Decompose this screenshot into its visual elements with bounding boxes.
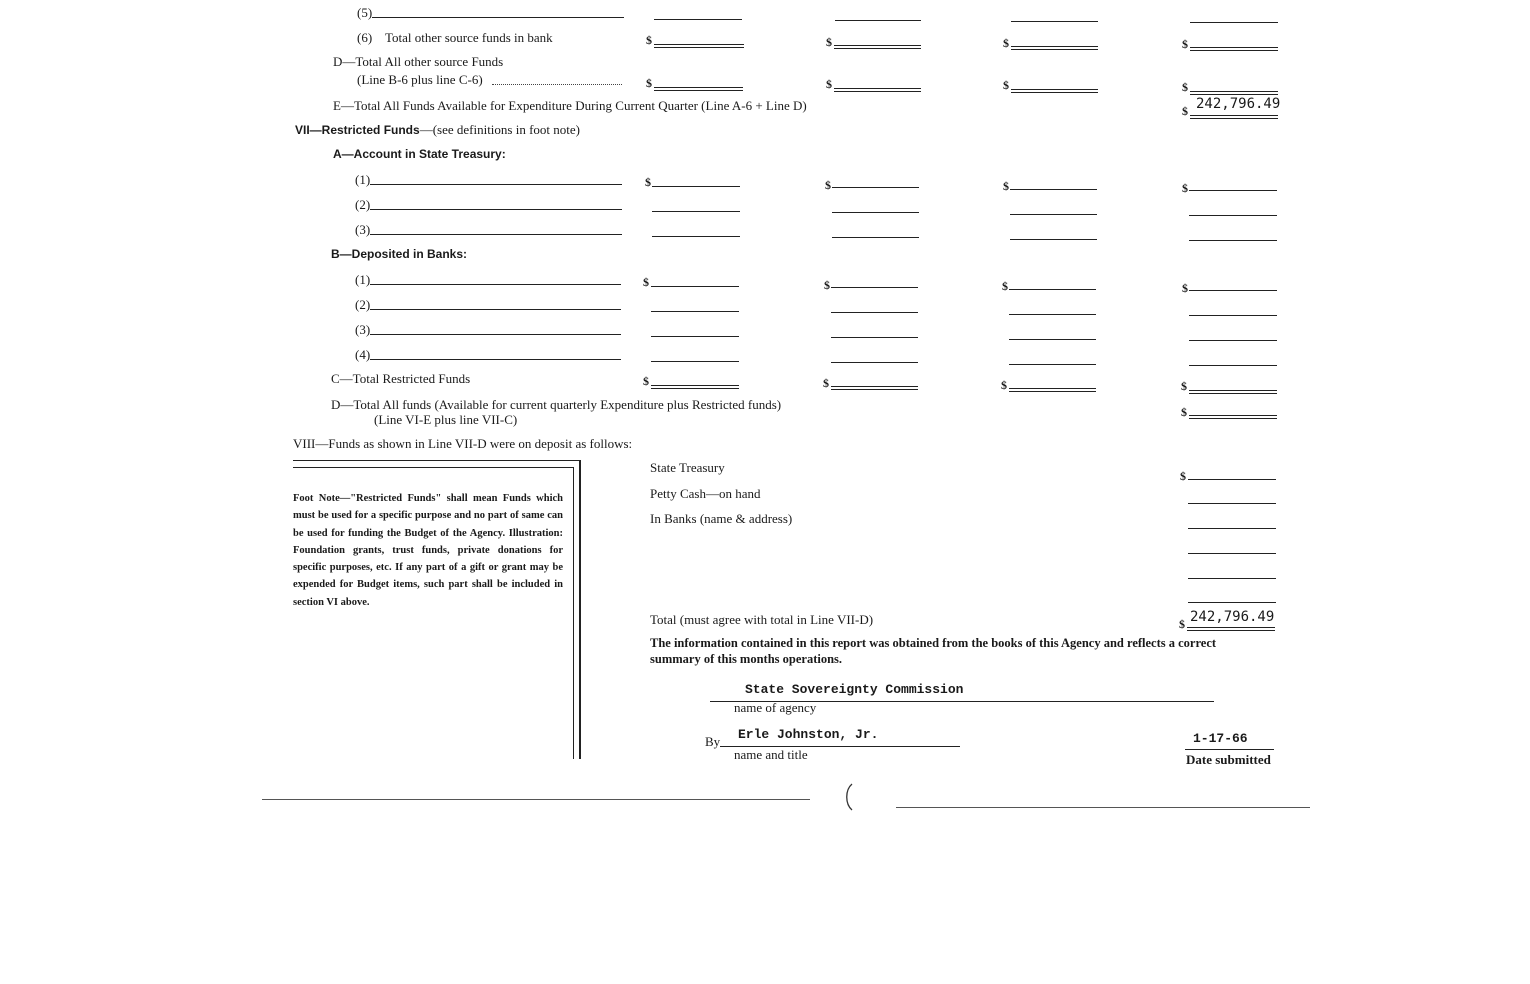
vii-a3-col1[interactable] xyxy=(652,236,740,237)
footnote-box-top-inner xyxy=(293,467,574,468)
dollar-sign: $ xyxy=(1003,179,1009,193)
vii-c-col4[interactable] xyxy=(1189,390,1277,394)
vii-b-item-4-field[interactable] xyxy=(370,359,621,360)
line-5-col1[interactable] xyxy=(654,19,742,20)
vii-a3-col4[interactable] xyxy=(1189,240,1277,241)
dollar-sign: $ xyxy=(1180,469,1186,483)
viii-petty-cash-label: Petty Cash—on hand xyxy=(650,486,761,501)
line-6-col1[interactable] xyxy=(654,44,744,48)
vii-a2-col4[interactable] xyxy=(1189,215,1277,216)
dollar-sign: $ xyxy=(646,33,652,47)
dollar-sign: $ xyxy=(643,275,649,289)
vii-b-item-3: (3) xyxy=(355,322,371,337)
dollar-sign: $ xyxy=(643,374,649,388)
vii-heading xyxy=(295,122,580,138)
vi-d-col4[interactable] xyxy=(1190,91,1278,95)
vii-a2-col3[interactable] xyxy=(1010,214,1097,215)
vii-a-item-2: (2) xyxy=(355,197,371,212)
vi-d-label: D—Total All other source Funds xyxy=(333,54,504,69)
vii-a1-col2[interactable] xyxy=(832,187,919,188)
vii-b-item-1-field[interactable] xyxy=(370,284,621,285)
date-value: 1-17-66 xyxy=(1193,731,1248,746)
vii-b-label: B—Deposited in Banks: xyxy=(331,247,468,261)
vii-b-item-4: (4) xyxy=(355,347,371,362)
dollar-sign: $ xyxy=(825,178,831,192)
vii-b-item-2: (2) xyxy=(355,297,371,312)
footnote-box-side xyxy=(579,460,581,759)
vii-a1-col1[interactable] xyxy=(652,186,740,187)
vii-a-item-3: (3) xyxy=(355,222,371,237)
signer-caption: name and title xyxy=(734,747,808,762)
vii-d-sub: (Line VI-E plus line VII-C) xyxy=(374,412,518,427)
vii-a3-col2[interactable] xyxy=(832,237,919,238)
line-5-col2[interactable] xyxy=(835,20,921,21)
dollar-sign: $ xyxy=(1182,80,1188,94)
vii-c-col1[interactable] xyxy=(651,385,739,389)
vi-e-label: E—Total All Funds Available for Expenditure During Current Quarter (Line A-6 + Line D) xyxy=(333,98,807,113)
viii-bank-field-1[interactable] xyxy=(1188,528,1276,529)
vii-d-col4[interactable] xyxy=(1189,415,1277,419)
agency-name-caption: name of agency xyxy=(734,700,817,715)
viii-heading: VIII—Funds as shown in Line VII-D were on deposit as follows: xyxy=(293,436,633,451)
line-5-field[interactable] xyxy=(372,17,624,18)
vii-b3-col1[interactable] xyxy=(651,336,739,337)
date-caption: Date submitted xyxy=(1186,752,1271,767)
date-field[interactable] xyxy=(1185,749,1274,750)
vi-d-leader xyxy=(492,84,622,85)
vii-d-label: D—Total All funds (Available for current quarterly Expenditure plus Restricted funds) xyxy=(331,397,782,412)
dollar-sign: $ xyxy=(645,175,651,189)
vii-a2-col2[interactable] xyxy=(832,212,919,213)
dollar-sign: $ xyxy=(1182,104,1188,118)
dollar-sign: $ xyxy=(1002,279,1008,293)
vii-a2-col1[interactable] xyxy=(652,211,740,212)
vii-a-item-3-field[interactable] xyxy=(370,234,622,235)
vii-a1-col4[interactable] xyxy=(1189,190,1277,191)
vii-b4-col4[interactable] xyxy=(1189,365,1277,366)
line-6-col2[interactable] xyxy=(834,45,921,49)
vi-d-col1[interactable] xyxy=(654,87,743,91)
footnote-box-side-inner xyxy=(573,467,574,759)
dollar-sign: $ xyxy=(1182,281,1188,295)
vii-b4-col3[interactable] xyxy=(1009,364,1096,365)
dollar-sign: $ xyxy=(826,35,832,49)
scan-mark xyxy=(842,782,856,812)
vi-e-value: 242,796.49 xyxy=(1196,96,1281,112)
vii-b1-col3[interactable] xyxy=(1009,289,1096,290)
page-edge-right xyxy=(896,807,1310,808)
viii-total-value: 242,796.49 xyxy=(1190,609,1275,625)
line-6-col3[interactable] xyxy=(1011,46,1098,50)
vii-b3-col4[interactable] xyxy=(1189,340,1277,341)
vi-d-col3[interactable] xyxy=(1011,89,1098,93)
viii-bank-field-4[interactable] xyxy=(1188,602,1276,603)
vii-heading-note: —(see definitions in foot note) xyxy=(419,122,580,137)
vii-a1-col3[interactable] xyxy=(1010,189,1097,190)
vii-b2-col4[interactable] xyxy=(1189,315,1277,316)
dollar-sign: $ xyxy=(1003,78,1009,92)
line-5-col3[interactable] xyxy=(1011,21,1098,22)
vii-b2-col1[interactable] xyxy=(651,311,739,312)
page-edge-left xyxy=(262,799,810,800)
vii-b1-col4[interactable] xyxy=(1189,290,1277,291)
viii-total-label: Total (must agree with total in Line VII-D) xyxy=(650,612,874,627)
vii-b-item-3-field[interactable] xyxy=(370,334,621,335)
certification-line-2: summary of this months operations. xyxy=(650,652,843,666)
dollar-sign: $ xyxy=(1003,36,1009,50)
dollar-sign: $ xyxy=(823,376,829,390)
vii-b-item-2-field[interactable] xyxy=(370,309,621,310)
vii-c-label: C—Total Restricted Funds xyxy=(331,371,471,386)
dollar-sign: $ xyxy=(1181,379,1187,393)
vii-b2-col3[interactable] xyxy=(1009,314,1096,315)
vii-b3-col2[interactable] xyxy=(831,337,918,338)
vii-b2-col2[interactable] xyxy=(831,312,918,313)
vii-c-col3[interactable] xyxy=(1009,388,1096,392)
vi-d-col2[interactable] xyxy=(834,88,921,92)
dollar-sign: $ xyxy=(826,77,832,91)
vii-b4-col2[interactable] xyxy=(831,362,918,363)
viii-total-field[interactable] xyxy=(1187,627,1275,631)
dollar-sign: $ xyxy=(824,278,830,292)
vii-b3-col3[interactable] xyxy=(1009,339,1096,340)
dollar-sign: $ xyxy=(646,76,652,90)
line-5-label: (5) xyxy=(357,5,373,20)
viii-bank-field-2[interactable] xyxy=(1188,553,1276,554)
vii-b4-col1[interactable] xyxy=(651,361,739,362)
vi-e-field[interactable] xyxy=(1190,115,1278,119)
line-6-col4[interactable] xyxy=(1190,47,1278,51)
viii-bank-field-3[interactable] xyxy=(1188,578,1276,579)
agency-name-value: State Sovereignty Commission xyxy=(745,682,964,697)
vii-a-item-2-field[interactable] xyxy=(370,209,622,210)
line-5-col4[interactable] xyxy=(1190,22,1278,23)
viii-in-banks-label: In Banks (name & address) xyxy=(650,511,793,526)
dollar-sign: $ xyxy=(1182,37,1188,51)
vii-b1-col1[interactable] xyxy=(651,286,739,287)
by-label: By xyxy=(705,734,721,749)
signer-value: Erle Johnston, Jr. xyxy=(738,727,879,742)
vii-a-label: A—Account in State Treasury: xyxy=(333,147,506,161)
dollar-sign: $ xyxy=(1001,378,1007,392)
dollar-sign: $ xyxy=(1179,617,1185,631)
viii-petty-cash-field[interactable] xyxy=(1188,503,1276,504)
vii-a-item-1-field[interactable] xyxy=(370,184,622,185)
footnote-box-top xyxy=(293,460,581,461)
line-6-label: Total other source funds in bank xyxy=(385,30,553,45)
footnote-text: Foot Note—"Restricted Funds" shall mean Funds which must be used for a specific purpose and no part of same can be used for funding the Budget of the Agency. Illustration: Foundation grants, trust funds, private donations for specific purposes, etc. If any part of a gift or grant may be expended for Budget items, such part shall be included in section VI above. xyxy=(293,493,563,608)
viii-state-treasury-field[interactable] xyxy=(1188,479,1276,480)
vii-c-col2[interactable] xyxy=(831,386,918,390)
vii-b1-col2[interactable] xyxy=(831,287,918,288)
dollar-sign: $ xyxy=(1182,181,1188,195)
viii-state-treasury-label: State Treasury xyxy=(650,460,725,475)
dollar-sign: $ xyxy=(1181,405,1187,419)
vii-heading-title: VII—Restricted Funds xyxy=(295,123,420,137)
vii-a3-col3[interactable] xyxy=(1010,239,1097,240)
vii-a-item-1: (1) xyxy=(355,172,371,187)
line-6-number: (6) xyxy=(357,30,373,45)
vi-d-sub: (Line B-6 plus line C-6) xyxy=(357,72,483,87)
vii-b-item-1: (1) xyxy=(355,272,371,287)
certification-line-1: The information contained in this report was obtained from the books of this Agency and reflects a correct xyxy=(650,636,1217,650)
